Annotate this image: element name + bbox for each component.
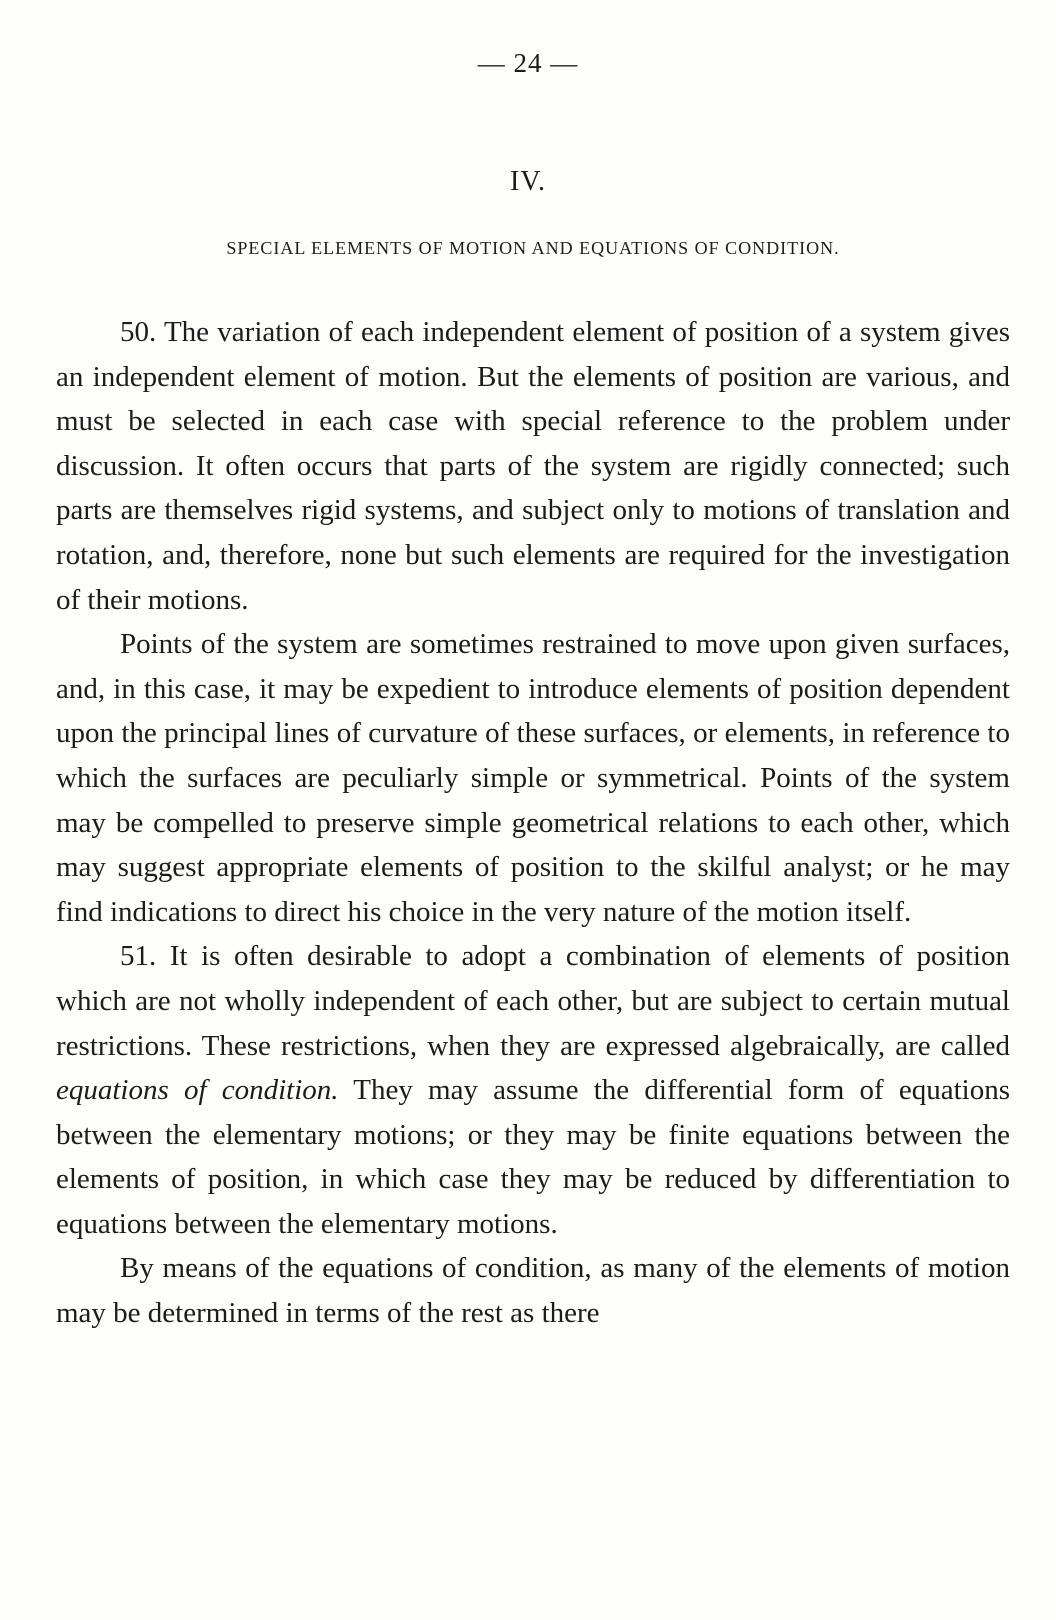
paragraph-51-before: 51. It is often desirable to adopt a combination of elements of position which are not wholly independent of each other, but are subject to certain mutual restrictions. These restrictions, when they are expressed algebraically, are called — [56, 940, 1010, 1062]
paragraph-by-means: By means of the equations of condition, as many of the elements of motion may be determined in terms of the rest as there — [56, 1252, 1010, 1330]
section-title: SPECIAL ELEMENTS OF MOTION AND EQUATIONS OF CONDITION. — [226, 238, 840, 258]
paragraph-50: 50. The variation of each independent element of position of a system gives an independent element of motion. But the elements of position are various, and must be selected in each case with special reference to the problem under discussion. It often occurs that parts of the system are rigidly connected; such parts are themselves rigid systems, and subject only to motions of translation and rotation, and, therefore, none but such elements are required for the investigation of their motions. — [56, 316, 1010, 616]
chapter-heading: IV. — [510, 166, 546, 197]
page-number: — 24 — — [477, 48, 579, 78]
paragraph-points: Points of the system are sometimes restrained to move upon given surfaces, and, in this case, it may be expedient to introduce elements of position dependent upon the principal lines of curvature of these surfaces, or elements, in reference to which the surfaces are peculiarly simple or symmetrical. Points of the system may be compelled to preserve simple geometrical relations to each other, which may suggest appropriate elements of position to the skilful analyst; or he may find indications to direct his choice in the very nature of the motion itself. — [56, 628, 1010, 928]
paragraph-51 — [56, 934, 1010, 1246]
emphasis-equations-of-condition: equations of condition. — [56, 1074, 339, 1107]
paragraph-51-after: They may assume the differential form of equations between the elementary motions; or they may be finite equations between the elements of position, in which case they may be reduced by differentiation to equations between the elementary motions. — [56, 1074, 1010, 1240]
body-text — [56, 310, 1010, 1336]
